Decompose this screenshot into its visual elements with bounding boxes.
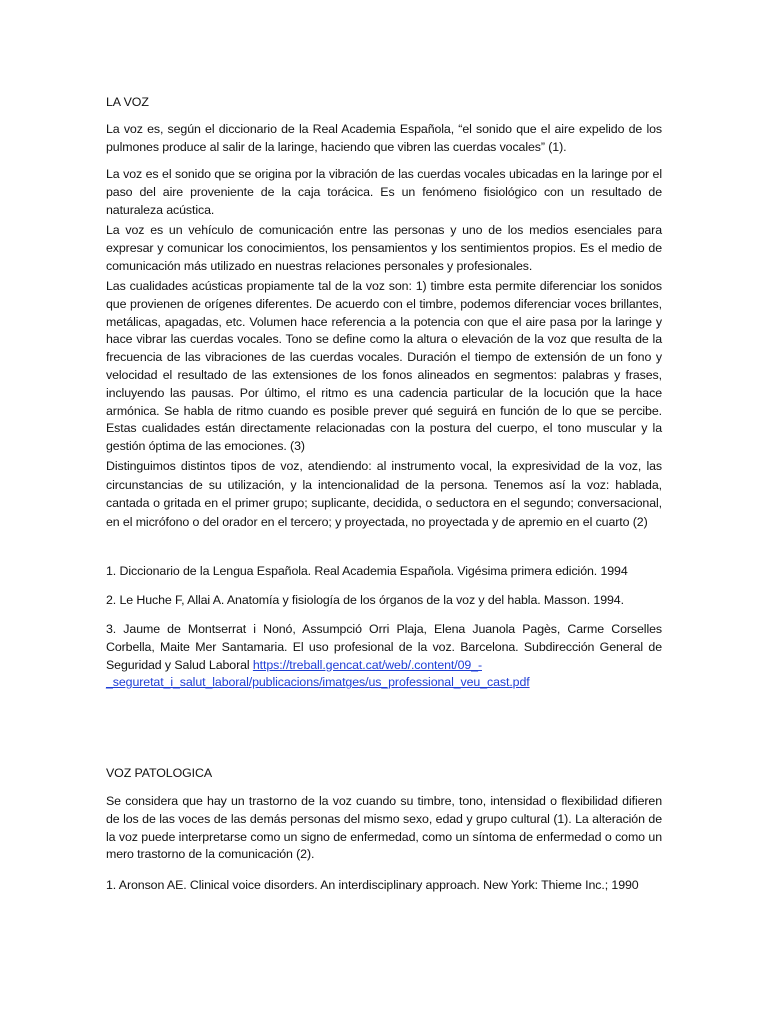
paragraph-origin: La voz es el sonido que se origina por la vibración de las cuerdas vocales ubicadas en la laringe por el paso del aire proveniente de la caja torácica. Es un fenómeno fisiológico con un resultado de naturaleza acústica. — [106, 167, 662, 217]
paragraph-communication: La voz es un vehículo de comunicación entre las personas y uno de los medios esenciales para expresar y comunicar los conocimientos, los pensamientos y los sentimientos propios. Es el medio de comunicación más utilizado en nuestras relaciones personales y profesionales. — [106, 223, 662, 273]
reference-aronson: 1. Aronson AE. Clinical voice disorders. An interdisciplinary approach. New York: Thieme Inc.; 1990 — [106, 878, 639, 892]
paragraph-voice-types: Distinguimos distintos tipos de voz, atendiendo: al instrumento vocal, la expresividad de la voz, las circunstancias de su utilización, y la intencionalidad de la persona. Tenemos así la voz: hablada, cantada o gritada en el primer grupo; suplicante, decidida, o seductora en el segundo; conversacional, en el micrófono o del orador en el tercero; y proyectada, no proyectada y de apremio en el cuarto (2) — [106, 459, 662, 529]
paragraph-acoustic-qualities: Las cualidades acústicas propiamente tal de la voz son: 1) timbre esta permite diferenciar los sonidos que provienen de orígenes diferentes. De acuerdo con el timbre, podemos diferenciar voces brillantes, metálicas, apagadas, etc. Volumen hace referencia a la potencia con que el aire pasa por la laringe y hace vibrar las cuerdas vocales. Tono se define como la altura o elevación de la voz que resulta de la frecuencia de las vibraciones de las cuerdas vocales. Duración el tiempo de extensión de un fono y velocidad el resultado de las extensiones de los fonos alineados en segmentos: palabras y frases, incluyendo las pausas. Por último, el ritmo es una cadencia particular de la locución que la hace armónica. Se habla de ritmo cuando es posible prever qué seguirá en función de lo que se percibe. Estas cualidades están directamente relacionadas con la postura del cuerpo, el tono muscular y la gestión óptima de las emociones. (3) — [106, 279, 662, 454]
reference-3-text: 3. Jaume de Montserrat i Nonó, Assumpció Orri Plaja, Elena Juanola Pagès, Carme Corselles Corbella, Maite Mer Santamaria. El uso profesional de la voz. Barcelona. Subdirección General de Seguridad y Salud Laboral — [106, 622, 662, 672]
reference-3-link-line2: _seguretat_i_salut_laboral/publicacions/imatges/us_professional_veu_cast.pdf — [106, 675, 530, 690]
paragraph-voice-disorder: Se considera que hay un trastorno de la voz cuando su timbre, tono, intensidad o flexibilidad difieren de los de las voces de las demás personas del mismo sexo, edad y grupo cultural (1). La alteración de la voz puede interpretarse como un signo de enfermedad, como un síntoma de enfermedad o como un mero trastorno de la comunicación (2). — [106, 794, 662, 862]
reference-3-link-line1: https://treball.gencat.cat/web/.content/09_- — [252, 657, 482, 672]
reference-2: 2. Le Huche F, Allai A. Anatomía y fisiología de los órganos de la voz y del habla. Masson. 1994. — [106, 593, 624, 607]
reference-3 — [106, 621, 662, 692]
paragraph-definition: La voz es, según el diccionario de la Real Academia Española, “el sonido que el aire expelido de los pulmones produce al salir de la laringe, haciendo que vibren las cuerdas vocales” (1). — [106, 122, 662, 154]
section-title-voz-patologica: VOZ PATOLOGICA — [106, 766, 213, 780]
section-title-la-voz: LA VOZ — [106, 95, 149, 109]
reference-1: 1. Diccionario de la Lengua Española. Real Academia Española. Vigésima primera edición. 1994 — [106, 564, 628, 578]
